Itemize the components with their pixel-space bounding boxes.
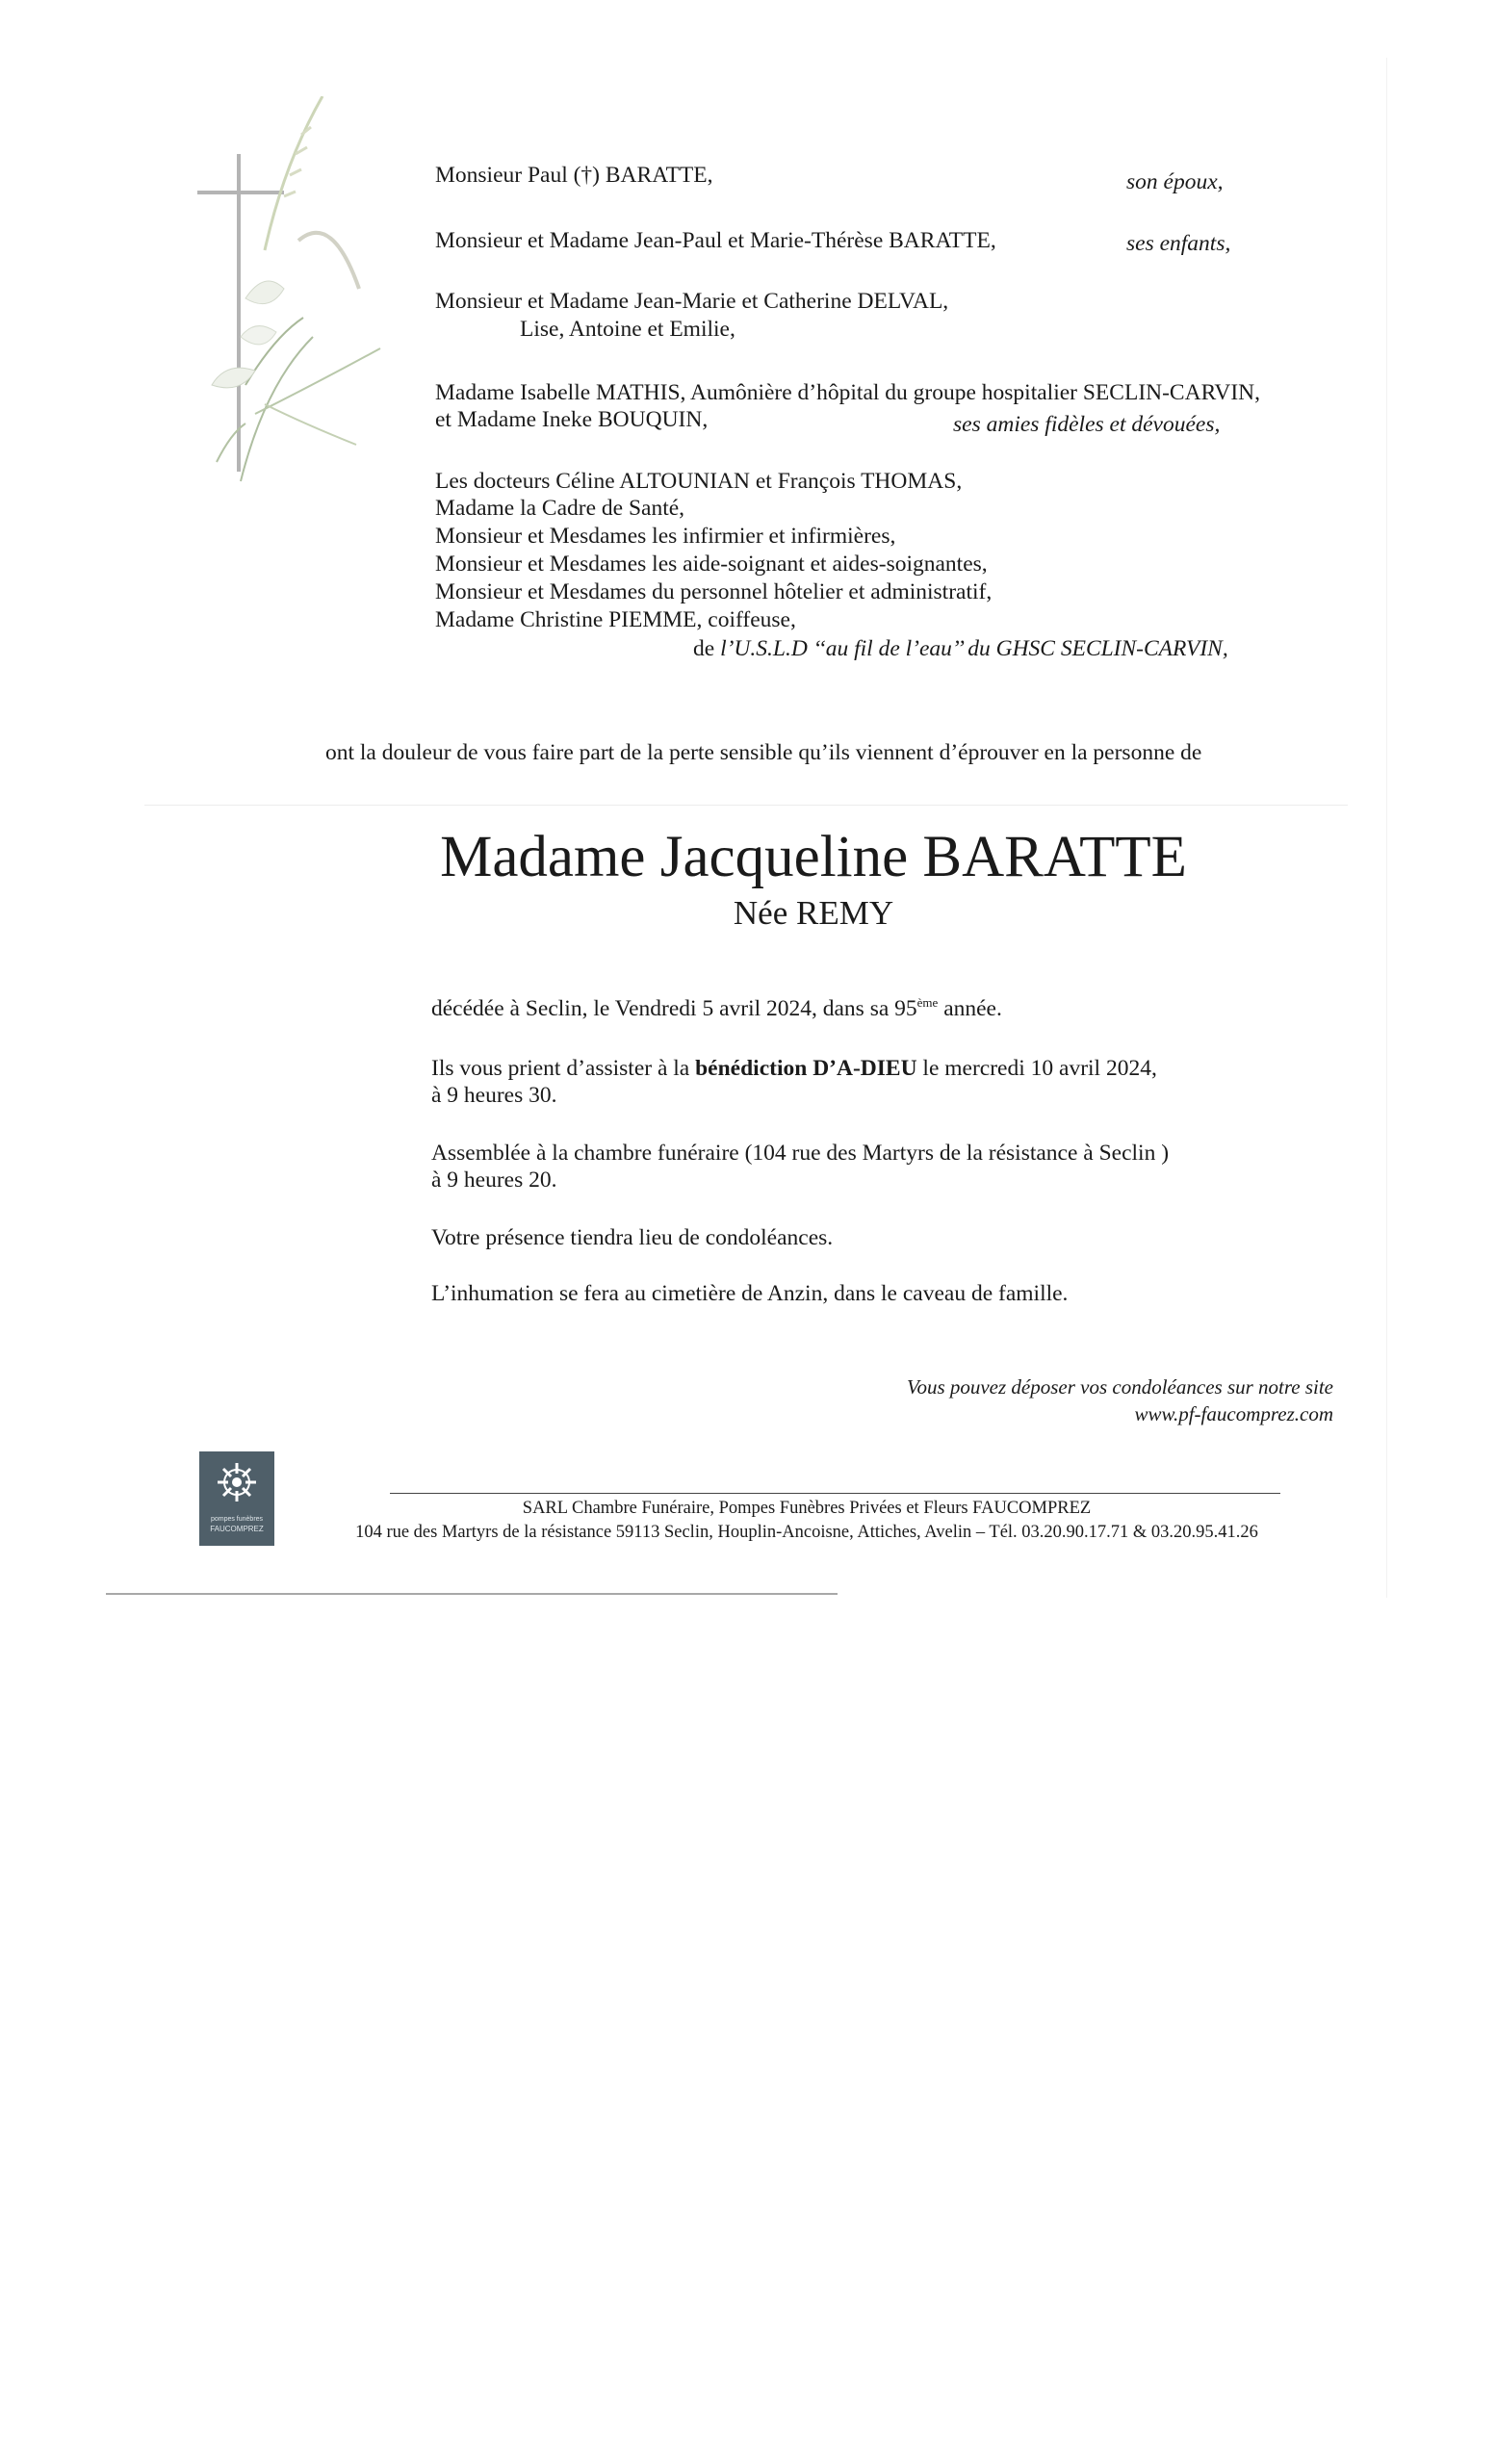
- husband-name: Monsieur Paul (†) BARATTE,: [435, 163, 713, 188]
- company-logo: [199, 1451, 274, 1546]
- ceremony-text: Ils vous prient d’assister à la: [431, 1056, 696, 1081]
- staff-relation: l’U.S.L.D ‘‘au fil de l’eau’’ du GHSC SECLIN-CARVIN,: [720, 636, 1228, 661]
- condolences-note: Votre présence tiendra lieu de condoléances.: [431, 1225, 834, 1250]
- burial-line: L’inhumation se fera au cimetière de Anzin, dans le caveau de famille.: [431, 1281, 1069, 1306]
- children-names: Monsieur et Madame Jean-Paul et Marie-Thérèse BARATTE,: [435, 228, 996, 253]
- scan-divider: [144, 805, 1348, 806]
- death-line-sup: ème: [916, 995, 939, 1011]
- staff-line: Madame Christine PIEMME, coiffeuse,: [435, 607, 796, 632]
- ceremony-date: le mercredi 10 avril 2024,: [916, 1056, 1157, 1081]
- assembly-line-1: Assemblée à la chambre funéraire (104 rue des Martyrs de la résistance à Seclin ): [431, 1141, 1170, 1166]
- friends-relation: ses amies fidèles et dévouées,: [953, 412, 1221, 437]
- logo-text-1: pompes funèbres: [210, 1516, 264, 1523]
- staff-relation-prefix: de: [693, 636, 721, 661]
- death-line-text: décédée à Seclin, le Vendredi 5 avril 2024, dans sa 95: [431, 996, 917, 1021]
- children-relation: ses enfants,: [1126, 231, 1231, 256]
- cross-lily-icon: [188, 96, 390, 500]
- deceased-name: Madame Jacqueline BARATTE: [440, 825, 1187, 889]
- delval-line-2: Lise, Antoine et Emilie,: [520, 317, 735, 342]
- ceremony-line: [431, 1055, 1157, 1082]
- delval-line-1: Monsieur et Madame Jean-Marie et Catherine DELVAL,: [435, 289, 949, 314]
- condolences-line: Vous pouvez déposer vos condoléances sur notre site: [906, 1375, 1333, 1399]
- deceased-birth-name: Née REMY: [733, 894, 894, 932]
- logo-text-2: FAUCOMPREZ: [210, 1525, 264, 1533]
- footer-company: SARL Chambre Funéraire, Pompes Funèbres Privées et Fleurs FAUCOMPREZ: [522, 1499, 1092, 1518]
- staff-line: Les docteurs Céline ALTOUNIAN et François THOMAS,: [435, 469, 963, 494]
- footer-address: 104 rue des Martyrs de la résistance 59113 Seclin, Houplin-Ancoisne, Attiches, Avelin – Tél. 03.20.90.17.71 & 03.20.95.41.26: [355, 1523, 1258, 1542]
- assembly-line-2: à 9 heures 20.: [431, 1168, 557, 1193]
- husband-relation: son époux,: [1126, 169, 1224, 194]
- friends-line-2: et Madame Ineke BOUQUIN,: [435, 407, 709, 432]
- condolences-website[interactable]: www.pf-faucomprez.com: [1134, 1402, 1333, 1425]
- staff-line: Monsieur et Mesdames du personnel hôtelier et administratif,: [435, 579, 993, 604]
- death-line: [431, 995, 1002, 1022]
- staff-line: Monsieur et Mesdames les aide-soignant et aides-soignantes,: [435, 552, 988, 577]
- scan-bottom-edge: [106, 1593, 838, 1595]
- friends-line-1: Madame Isabelle MATHIS, Aumônière d’hôpital du groupe hospitalier SECLIN-CARVIN,: [435, 380, 1261, 405]
- death-line-end: année.: [938, 996, 1002, 1021]
- announcement: ont la douleur de vous faire part de la perte sensible qu’ils viennent d’éprouver en la personne de: [325, 740, 1202, 765]
- staff-relation-line: [693, 635, 1228, 662]
- footer-rule: [390, 1493, 1280, 1494]
- flower-emblem-icon: [199, 1451, 274, 1509]
- ceremony-time: à 9 heures 30.: [431, 1083, 557, 1108]
- staff-line: Monsieur et Mesdames les infirmier et infirmières,: [435, 524, 896, 549]
- staff-line: Madame la Cadre de Santé,: [435, 496, 685, 521]
- ceremony-bold: bénédiction D’A-DIEU: [695, 1056, 917, 1081]
